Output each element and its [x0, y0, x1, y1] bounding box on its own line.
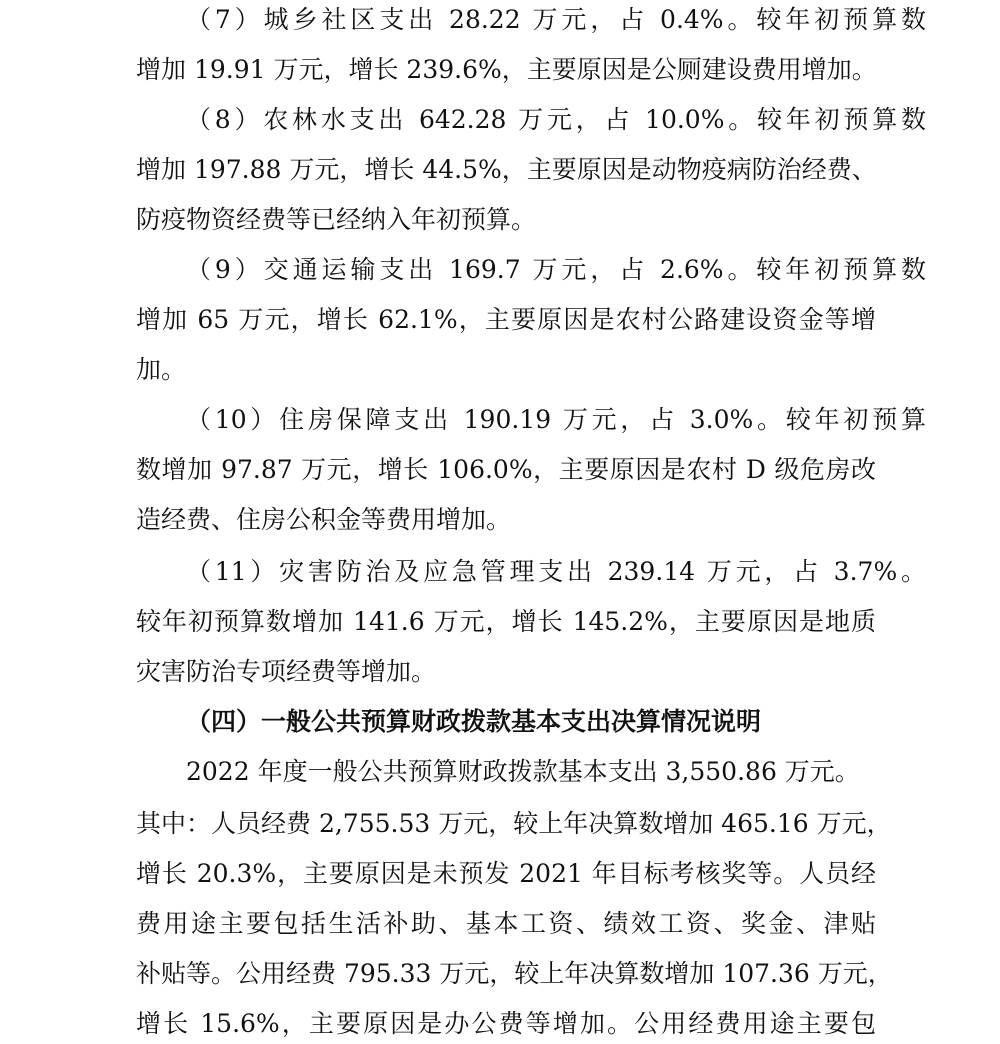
paragraph-line: 增长 15.6%，主要原因是办公费等增加。公用经费用途主要包: [136, 1009, 876, 1038]
paragraph-line: 灾害防治专项经费等增加。: [136, 657, 437, 686]
paragraph-line: 费用途主要包括生活补助、基本工资、绩效工资、奖金、津贴: [136, 909, 876, 938]
paragraph-line: 补贴等。公用经费 795.33 万元，较上年决算数增加 107.36 万元，: [136, 959, 893, 988]
paragraph-line: 其中：人员经费 2,755.53 万元，较上年决算数增加 465.16 万元，: [136, 809, 892, 838]
paragraph-line: 2022 年度一般公共预算财政拨款基本支出 3,550.86 万元。: [186, 757, 860, 786]
paragraph-line: （10）住房保障支出 190.19 万元，占 3.0%。较年初预算: [186, 405, 926, 434]
paragraph-line: （9）交通运输支出 169.7 万元，占 2.6%。较年初预算数: [186, 255, 926, 284]
paragraph-line: 较年初预算数增加 141.6 万元，增长 145.2%，主要原因是地质: [136, 607, 876, 636]
paragraph-line: 造经费、住房公积金等费用增加。: [136, 505, 512, 534]
paragraph-line: （8）农林水支出 642.28 万元，占 10.0%。较年初预算数: [186, 105, 926, 134]
section-heading: （四）一般公共预算财政拨款基本支出决算情况说明: [186, 707, 762, 736]
paragraph-line: 增长 20.3%，主要原因是未预发 2021 年目标考核奖等。人员经: [136, 859, 876, 888]
paragraph-line: 增加 197.88 万元，增长 44.5%，主要原因是动物疫病防治经费、: [136, 155, 877, 184]
paragraph-line: （7）城乡社区支出 28.22 万元，占 0.4%。较年初预算数: [186, 5, 926, 34]
paragraph-line: （11）灾害防治及应急管理支出 239.14 万元，占 3.7%。: [186, 557, 926, 586]
paragraph-line: 增加 19.91 万元，增长 239.6%，主要原因是公厕建设费用增加。: [136, 55, 877, 84]
paragraph-line: 防疫物资经费等已经纳入年初预算。: [136, 205, 537, 234]
paragraph-line: 加。: [136, 355, 187, 384]
paragraph-line: 数增加 97.87 万元，增长 106.0%，主要原因是农村 D 级危房改: [136, 455, 876, 484]
paragraph-line: 增加 65 万元，增长 62.1%，主要原因是农村公路建设资金等增: [136, 305, 876, 334]
